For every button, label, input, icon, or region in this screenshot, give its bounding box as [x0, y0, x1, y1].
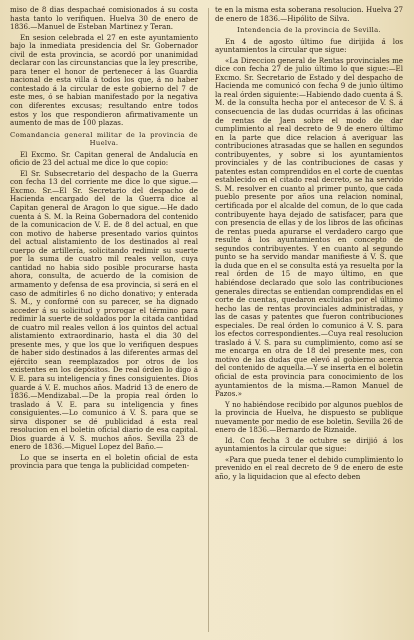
left-column: [10, 6, 198, 636]
paragraph: En sesion celebrada el 27 en este ayuntamiento bajo la inmediata presidencia del Sr. Gobernador civil de esta provincia, se acordó por unanimidad declarar con las circunstancias que la ley prescribe, para tener el honor de pertenecer á las Guardia nacional de esta villa á todos los que, á no haber contestado á la circular de este gobierno del 7 de este mes, ó se habian manifestado por la negativa con diferentes excusas; resultando entre todos estos y los que respondieron afirmativamente un aumento de mas de 100 plazas.: [10, 32, 198, 128]
paragraph: Id. Con fecha 3 de octubre se dirijió á los ayuntamientos la circular que sigue:: [215, 435, 403, 454]
paragraph: Lo que se inserta en el boletin oficial de esta provincia para que tenga la publicidad competen-: [10, 452, 198, 471]
paragraph: El Sr. Subsecretario del despacho de la Guerra con fecha 13 del corriente me dice lo que sigue.—Excmo. Sr.—El Sr. Secretario del despacho de Hacienda encargado del de la Guerra dice al Capitan general de Aragon lo que sigue.—He dado cuenta á S. M. la Reina Gobernadora del contenido de la comunicacion de V. E. de 8 del actual, en que con motivo de haberse presentado varios quintos del actual alistamiento de los destinados al real cuerpo de artillería, solicitando redimir su suerte por la suma de cuatro mil reales vellon, cuya cantidad no habia sido posible procurarse hasta ahora, consulta, de acuerdo de la comision de armamento y defensa de esa provincia, si será en el caso de admitirles 6 no dicho donativo; y enterada S. M., y conformé con su parecer, se ha dignado acceder á su solicitud y prorogar el término para redimir la suerte de soldados por la citada cantidad de cuatro mil reales vellon á los quintos del actual alistamiento extraordinario, hasta el dia 30 del presente mes, y que los que lo verifiquen despues de haber sido destinados á las diferentes armas del ejército sean reemplazados por otros de los existentes en los depósitos. De real órden lo digo á V. E. para su inteligencia y fines consiguientes. Dios guarde á V. E. muchos años. Madrid 13 de enero de 1836.—Mendizabal.—De la propia real órden lo traslado á V. E. para su inteligencia y fines consiguientes.—Lo comunico á V. S. para que se sirva disponer se dé publicidad á esta real resolucion en el boletin oficial diario de esa capital. Dios guarde á V. S. muchos años. Sevilla 23 de enero de 1836.—Miguel Lopez del Baño.—: [10, 168, 198, 452]
paragraph: miso de 8 dias despachaé comisionados á su costa hasta tanto lo verifiquen. Huelva 30 de enero de 1836.—Manuel de Esteban Martinez y Teran.: [10, 6, 198, 32]
paragraph: «Para que pueda tener el debido cumplimiento lo prevenido en el real decreto de 9 de enero de este año, y la liquidacion que al efecto deben: [215, 454, 403, 481]
section-title: Intendencia de la provincia de Sevilla.: [237, 26, 381, 35]
right-column: [215, 6, 403, 636]
paragraph: Y no habiéndose recibido por algunos pueblos de la provincia de Huelva, he dispuesto se publique nuevamente por medio de ese boletin. Sevilla 26 de enero de 1836.—Bernardo de Riznaide.: [215, 399, 403, 435]
paragraph: El Excmo. Sr. Capitan general de Andalucía en oficio de 23 del actual me dice lo que copio:: [10, 149, 198, 168]
paragraph: En 4 de agosto último fue dirijida á los ayuntamientos la circular que sigue:: [215, 36, 403, 55]
paragraph: «La Direccion general de Rentas provinciales me dice con fecha 27 de julio último lo que sigue:—El Excmo. Sr. Secretario de Estado y del despacho de Hacienda me comunicó con fecha 9 de junio último la real órden siguiente:—Habiendo dado cuenta á S. M. de la consulta hecha por el antecesor de V. S. á consecuencia de las dudas ocurridas á las oficinas de rentas de Jaen sobre el modo de dar cumplimiento al real decreto de 9 de enero último en la parte que dice relacion á averiguar las contribuciones atrasadas que se hallen en segundos contribuyentes, y sobre si los ayuntamientos provinciales y de las contribuciones de casas y patentes estan comprendidos en el corte de cuentas establecido en el citado real decreto, se ha servido S. M. resolver en cuanto al primer punto, que cada pueblo presente por años una relacion nominal, certificada por el alcalde del comun, de lo que cada contribuyente haya dejado de satisfacer, para que con presencia de ellas y de los libros de las oficinas de rentas pueda apurarse el verdadero cargo que resulte á los ayuntamientos en concepto de segundos contribuyentes. Y en cuanto al segundo punto se ha servido mandar manifieste á V. S. que la duda que en el se consulta está ya resuelta por la real órden de 15 de mayo último, en que habiéndose declarado que solo las contribuciones generales directas se entiendan comprendidas en el corte de cuentas, quedaron excluidas por el último hecho las de rentas provinciales administradas, y las de casas y patentes que fueron contribuciones especiales. De real órden lo comunico á V. S. para los efectos correspondientes.—Cuya real resolucion traslado á V. S. para su cumplimiento, como así se me encarga en otra de 18 del presente mes, con motivo de las dudas que elevó al gobierno acerca del contenido de aquella.—Y se inserta en el boletin oficial de esta provincia para conocimiento de los ayuntamientos de la misma.—Ramon Manuel de Pazos.»: [215, 55, 403, 399]
column-divider: [208, 8, 209, 632]
section-title: Comandancia general militar de la provincia de Huelva.: [10, 130, 198, 148]
paragraph: te en la misma esta soberana resolucion. Huelva 27 de enero de 1836.—Hipólito de Silva.: [215, 6, 403, 23]
